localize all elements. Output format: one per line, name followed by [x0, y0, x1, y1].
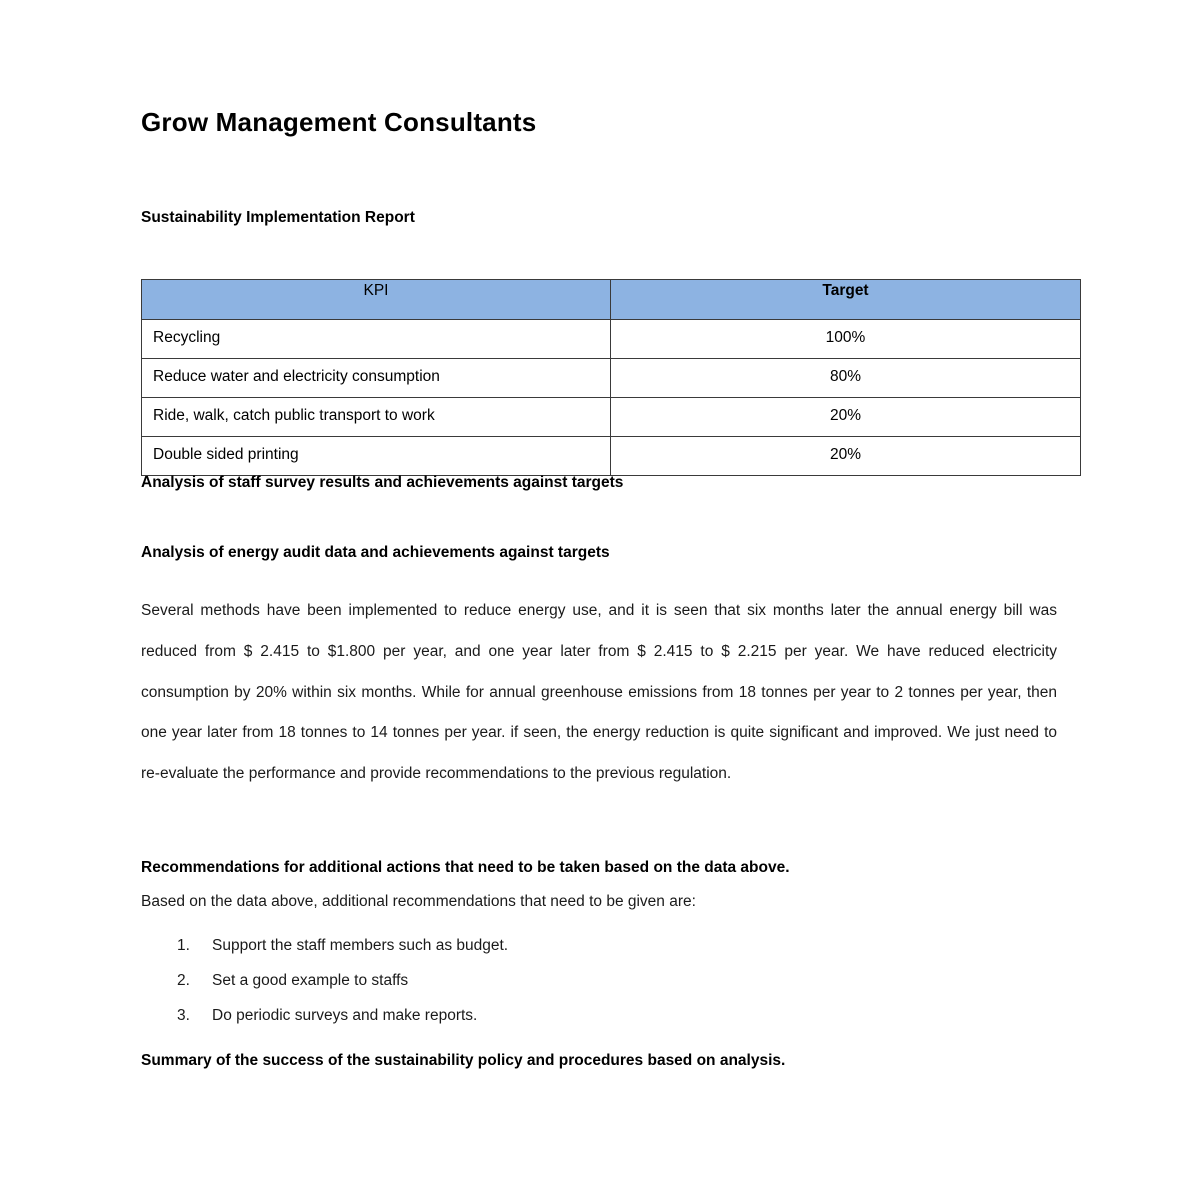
list-item-text: Support the staff members such as budget.	[212, 937, 509, 954]
summary-heading: Summary of the success of the sustainability policy and procedures based on analysis.	[141, 1052, 786, 1069]
kpi-cell: Recycling	[142, 320, 611, 359]
list-item-number: 2.	[177, 972, 190, 989]
kpi-cell: Ride, walk, catch public transport to work	[142, 398, 611, 437]
recommendations-heading: Recommendations for additional actions that need to be taken based on the data above.	[141, 859, 790, 876]
company-title: Grow Management Consultants	[141, 107, 537, 137]
kpi-table	[141, 279, 1081, 476]
table-row	[142, 359, 1081, 398]
table-row	[142, 398, 1081, 437]
kpi-cell: Double sided printing	[142, 437, 611, 476]
target-cell: 100%	[611, 320, 1081, 359]
target-cell: 20%	[611, 437, 1081, 476]
kpi-cell: Reduce water and electricity consumption	[142, 359, 611, 398]
target-cell: 20%	[611, 398, 1081, 437]
target-cell: 80%	[611, 359, 1081, 398]
list-item-number: 3.	[177, 1007, 190, 1024]
recommendations-intro: Based on the data above, additional recommendations that need to be given are:	[141, 893, 696, 910]
target-column-header: Target	[611, 280, 1081, 320]
energy-audit-heading: Analysis of energy audit data and achievements against targets	[141, 544, 610, 561]
list-item-number: 1.	[177, 937, 190, 954]
staff-survey-heading: Analysis of staff survey results and achievements against targets	[141, 474, 624, 491]
kpi-column-header: KPI	[142, 280, 611, 320]
list-item-text: Do periodic surveys and make reports.	[212, 1007, 478, 1024]
energy-analysis-paragraph: Several methods have been implemented to reduce energy use, and it is seen that six months later the annual energy bill was reduced from $ 2.415 to $1.800 per year, and one year later from $ 2.415 to $ 2.215 per year. We have reduced electricity consumption by 20% within six months. While for annual greenhouse emissions from 18 tonnes per year to 2 tonnes per year, then one year later from 18 tonnes to 14 tonnes per year. if seen, the energy reduction is quite significant and improved. We just need to re-evaluate the performance and provide recommendations to the previous regulation.	[141, 602, 1057, 783]
table-row	[142, 320, 1081, 359]
table-row	[142, 437, 1081, 476]
list-item-text: Set a good example to staffs	[212, 972, 409, 989]
kpi-table-header-row	[142, 280, 1081, 320]
report-subtitle: Sustainability Implementation Report	[141, 209, 415, 226]
